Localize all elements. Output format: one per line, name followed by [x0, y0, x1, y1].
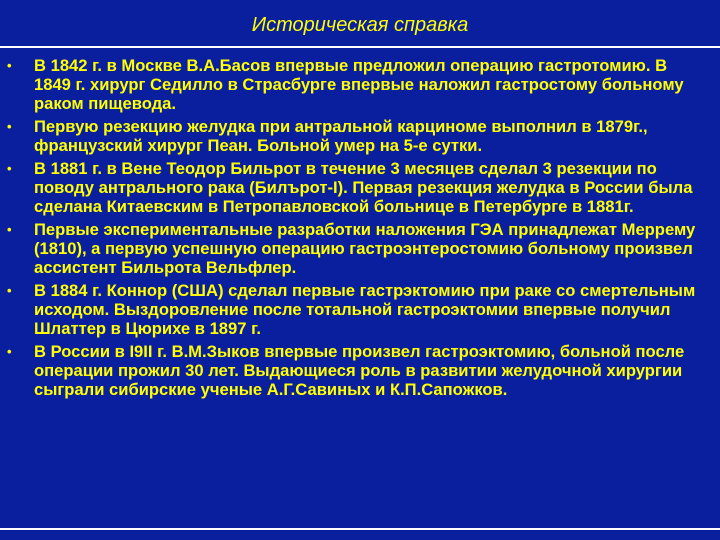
bullet-text: В 1842 г. в Москве В.А.Басов впервые предложил операцию гастротомию. В 1849 г. хирург Седилло в Страсбурге впервые наложил гастростому больному раком пищевода.	[34, 56, 684, 113]
bullet-item	[0, 281, 720, 338]
bullet-icon: •	[7, 58, 12, 73]
bullet-text: В России в I9II г. В.М.Зыков впервые произвел гастроэктомию, больной после операции прожил 30 лет. Выдающиеся роль в развитии желудочной хирургии сыграли сибирские ученые А.Г.Савиных и К.П.Сапожков.	[34, 342, 685, 399]
bullet-list	[0, 56, 720, 403]
bullet-icon: •	[7, 161, 12, 176]
bullet-icon: •	[7, 283, 12, 298]
bottom-divider	[0, 528, 720, 530]
bullet-item	[0, 117, 720, 155]
slide-title: Историческая справка	[251, 14, 469, 36]
bullet-item	[0, 159, 720, 216]
bullet-text: В 1881 г. в Вене Теодор Бильрот в течение 3 месяцев сделал 3 резекции по поводу антрального рака (Билърот-I). Первая резекция желудка в России была сделана Китаевским в Петропавловской больнице в Петербурге в 1881г.	[34, 159, 693, 216]
bullet-item	[0, 342, 720, 399]
bullet-item	[0, 220, 720, 277]
bullet-text: Первые экспериментальные разработки наложения ГЭА принадлежат Меррему (1810), а первую успешную операцию гастроэнтеростомию больному произвел ассистент Бильрота Вельфлер.	[34, 220, 696, 277]
bullet-icon: •	[7, 119, 12, 134]
bullet-text: Первую резекцию желудка при антральной карциноме выполнил в 1879г., французский хирург Пеан. Больной умер на 5-е сутки.	[34, 117, 648, 155]
bullet-item	[0, 56, 720, 113]
bullet-icon: •	[7, 222, 12, 237]
bullet-text: В 1884 г. Коннор (США) сделал первые гастрэктомию при раке со смертельным исходом. Выздоровление после тотальной гастроэктомии впервые получил Шлаттер в Цюрихе в 1897 г.	[34, 281, 696, 338]
bullet-icon: •	[7, 344, 12, 359]
title-divider	[0, 46, 720, 48]
